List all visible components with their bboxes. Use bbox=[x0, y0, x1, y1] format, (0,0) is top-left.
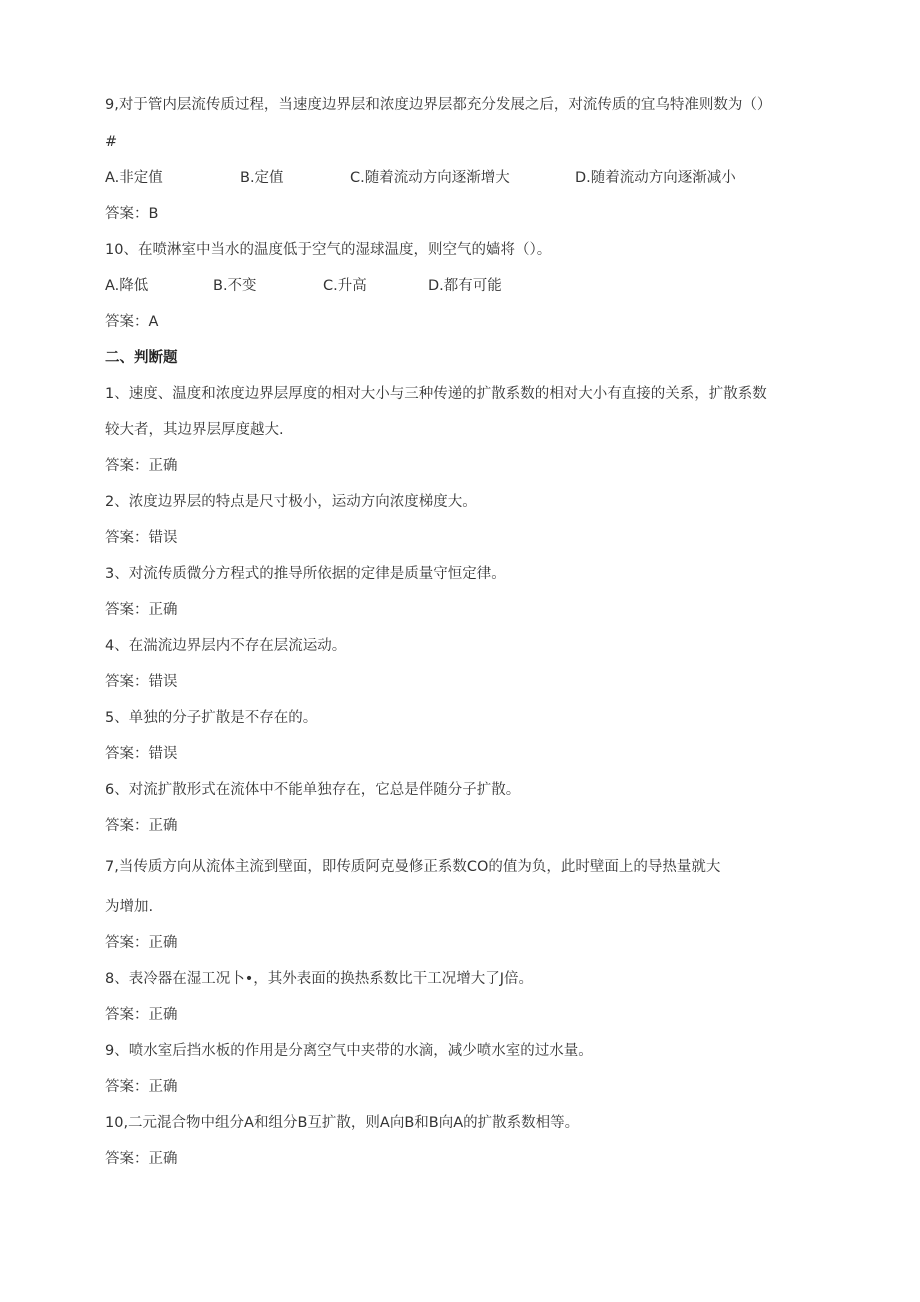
option-a: A.非定值 bbox=[105, 170, 163, 186]
tf-2-answer: 答案：错误 bbox=[105, 530, 178, 546]
option-a: A.降低 bbox=[105, 278, 149, 294]
tf-9-question: 9、喷水室后挡水板的作用是分离空气中夹带的水滴，减少喷水室的过水量。 bbox=[105, 1043, 593, 1059]
option-c: C.升高 bbox=[323, 278, 367, 294]
tf-3-question: 3、对流传质微分方程式的推导所依据的定律是质量守恒定律。 bbox=[105, 566, 506, 582]
tf-6-answer: 答案：正确 bbox=[105, 818, 178, 834]
option-c: C.随着流动方向逐渐增大 bbox=[350, 170, 510, 186]
tf-6-question: 6、对流扩散形式在流体中不能单独存在，它总是伴随分子扩散。 bbox=[105, 782, 521, 798]
tf-4-answer: 答案：错误 bbox=[105, 674, 178, 690]
option-d: D.都有可能 bbox=[428, 278, 502, 294]
tf-5-question: 5、单独的分子扩散是不存在的。 bbox=[105, 710, 318, 726]
question-9-stem: 9,对于管内层流传质过程，当速度边界层和浓度边界层都充分发展之后，对流传质的宜乌特准则数为（） bbox=[105, 97, 772, 113]
tf-8-question: 8、表冷器在湿工况卜•，其外表面的换热系数比干工况增大了J倍。 bbox=[105, 971, 534, 987]
question-10-stem: 10、在喷淋室中当水的温度低于空气的湿球温度，则空气的嫱将（）。 bbox=[105, 242, 552, 258]
section-title: 二、判断题 bbox=[105, 350, 178, 366]
tf-3-answer: 答案：正确 bbox=[105, 602, 178, 618]
option-d: D.随着流动方向逐渐减小 bbox=[575, 170, 736, 186]
tf-8-answer: 答案：正确 bbox=[105, 1007, 178, 1023]
option-b: B.定值 bbox=[240, 170, 284, 186]
tf-7-question: 7,当传质方向从流体主流到壁面，即传质阿克曼修正系数CO的值为负，此时壁面上的导热量就大 bbox=[105, 859, 721, 875]
tf-10-question: 10,二元混合物中组分A和组分B互扩散，则A向B和B向A的扩散系数相等。 bbox=[105, 1115, 580, 1131]
tf-1-question-continuation: 较大者，其边界层厚度越大. bbox=[105, 422, 284, 438]
tf-10-answer: 答案：正确 bbox=[105, 1151, 178, 1167]
tf-7-answer: 答案：正确 bbox=[105, 935, 178, 951]
tf-2-question: 2、浓度边界层的特点是尺寸极小，运动方向浓度梯度大。 bbox=[105, 494, 477, 510]
question-10-answer: 答案：A bbox=[105, 314, 159, 330]
tf-4-question: 4、在湍流边界层内不存在层流运动。 bbox=[105, 638, 347, 654]
option-b: B.不变 bbox=[213, 278, 257, 294]
tf-1-question: 1、速度、温度和浓度边界层厚度的相对大小与三种传递的扩散系数的相对大小有直接的关系，扩散系数 bbox=[105, 386, 767, 402]
tf-7-question-continuation: 为增加. bbox=[105, 899, 154, 915]
question-9-answer: 答案：B bbox=[105, 206, 159, 222]
tf-9-answer: 答案：正确 bbox=[105, 1079, 178, 1095]
question-9-stem-continuation: # bbox=[105, 134, 118, 150]
tf-5-answer: 答案：错误 bbox=[105, 746, 178, 762]
tf-1-answer: 答案：正确 bbox=[105, 458, 178, 474]
